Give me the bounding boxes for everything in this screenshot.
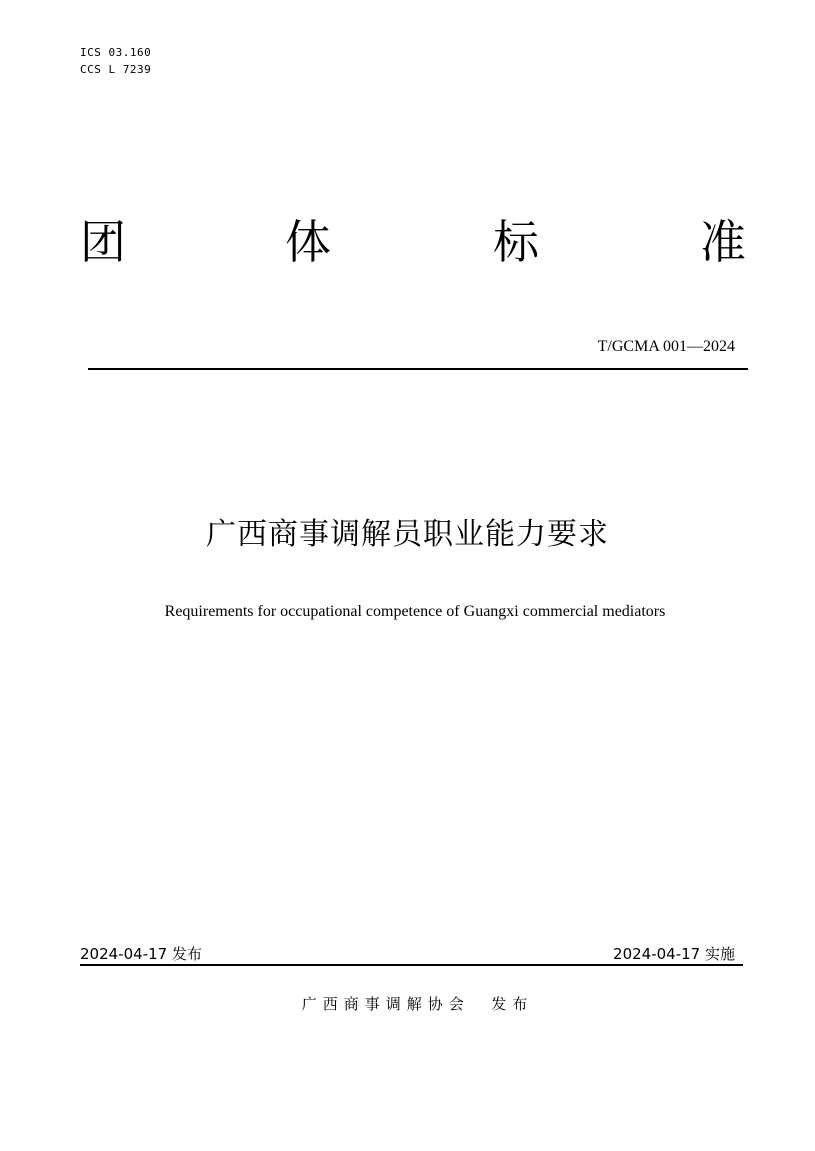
ccs-code: CCS L 7239 [80,63,152,76]
publisher: 广西商事调解协会 发布 [301,995,534,1013]
standard-type-char-2: 体 [285,215,331,269]
header-divider [88,368,748,370]
classification-codes [80,44,151,78]
ics-code: ICS 03.160 [80,46,152,59]
standard-type-char-1: 团 [80,215,126,269]
issue-date: 2024-04-17 发布 [80,945,202,963]
effective-date: 2024-04-17 实施 [613,945,735,963]
document-title-cn: 广西商事调解员职业能力要求 [206,517,609,552]
document-title-en: Requirements for occupational competence of Guangxi commercial mediators [164,603,666,620]
standard-type-char-3: 标 [493,215,539,269]
standard-type-heading [80,212,750,272]
footer-divider [80,964,743,966]
standard-type-char-4: 准 [700,215,746,269]
standard-code: T/GCMA 001—2024 [597,338,735,355]
